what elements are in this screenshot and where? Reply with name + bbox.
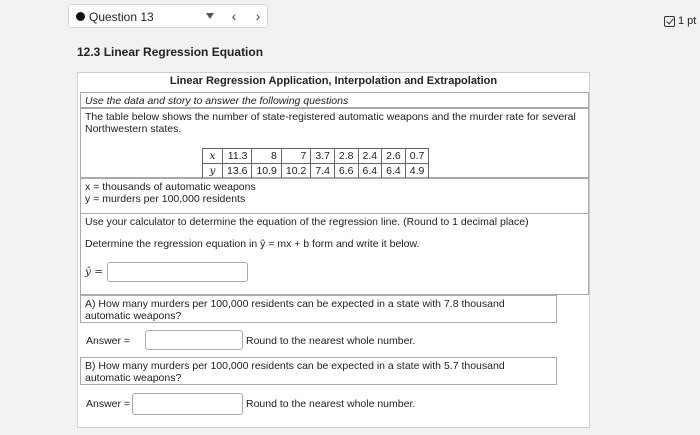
table-cell: 6.4	[358, 164, 382, 179]
calc-instruction: Use your calculator to determine the equation of the regression line. (Round to 1 decimal place)	[85, 216, 529, 228]
status-dot-icon	[76, 12, 85, 21]
table-cell: 2.4	[358, 149, 382, 164]
yhat-row	[85, 262, 584, 282]
points-indicator	[664, 15, 696, 27]
question-a-text: A) How many murders per 100,000 residents can be expected in a state with 7.8 thousand automatic weapons?	[85, 298, 505, 322]
card-title: Linear Regression Application, Interpolation and Extrapolation	[169, 75, 498, 87]
answer-b-hint: Round to the nearest whole number.	[246, 398, 416, 410]
answer-a-input[interactable]	[145, 330, 243, 350]
question-b-text: B) How many murders per 100,000 residents can be expected in a state with 5.7 thousand automatic weapons?	[85, 360, 505, 384]
table-cell: 10.9	[252, 164, 281, 179]
answer-a-hint: Round to the nearest whole number.	[246, 335, 416, 347]
table-cell: 10.2	[281, 164, 310, 179]
question-label: Question 13	[89, 10, 154, 24]
y-header-cell: y	[203, 164, 223, 179]
legend-y: y = murders per 100,000 residents	[85, 193, 246, 205]
table-cell: 6.6	[334, 164, 358, 179]
table-cell: 6.4	[382, 164, 406, 179]
table-row	[203, 149, 429, 164]
table-cell: 11.3	[223, 149, 252, 164]
points-label: 1 pt	[678, 15, 697, 27]
instruction-box: Use the data and story to answer the following questions	[80, 92, 589, 108]
table-cell: 3.7	[311, 149, 335, 164]
question-a-box	[80, 295, 557, 323]
x-header-cell: x	[203, 149, 223, 164]
table-cell: 13.6	[223, 164, 252, 179]
yhat-input[interactable]	[107, 262, 248, 282]
table-row	[203, 164, 429, 179]
description-text: The table below shows the number of state-registered automatic weapons and the murder rate for several Northwestern states.	[85, 111, 576, 135]
yhat-label: ŷ =	[85, 266, 104, 278]
next-question-button[interactable]: ›	[255, 8, 261, 24]
table-cell: 7.4	[311, 164, 335, 179]
regression-box	[80, 213, 589, 295]
previous-question-button[interactable]: ‹	[231, 8, 237, 24]
legend-x: x = thousands of automatic weapons	[85, 181, 256, 193]
checkbox-icon	[664, 16, 675, 27]
table-cell: 2.6	[382, 149, 406, 164]
chevron-down-icon[interactable]	[206, 13, 214, 19]
question-b-box	[80, 357, 557, 385]
question-selector[interactable]	[68, 4, 268, 28]
section-heading: 12.3 Linear Regression Equation	[77, 45, 264, 59]
legend-box	[80, 178, 589, 214]
table-cell: 7	[281, 149, 310, 164]
question-card	[77, 72, 590, 428]
answer-b-input[interactable]	[132, 393, 243, 415]
table-cell: 8	[252, 149, 281, 164]
table-cell: 2.8	[334, 149, 358, 164]
table-cell: 0.7	[405, 149, 429, 164]
determine-text: Determine the regression equation in ŷ = mx + b form and write it below.	[85, 238, 420, 250]
data-table	[202, 148, 429, 179]
answer-b-label: Answer =	[86, 398, 131, 410]
answer-a-label: Answer =	[86, 335, 131, 347]
table-cell: 4.9	[405, 164, 429, 179]
